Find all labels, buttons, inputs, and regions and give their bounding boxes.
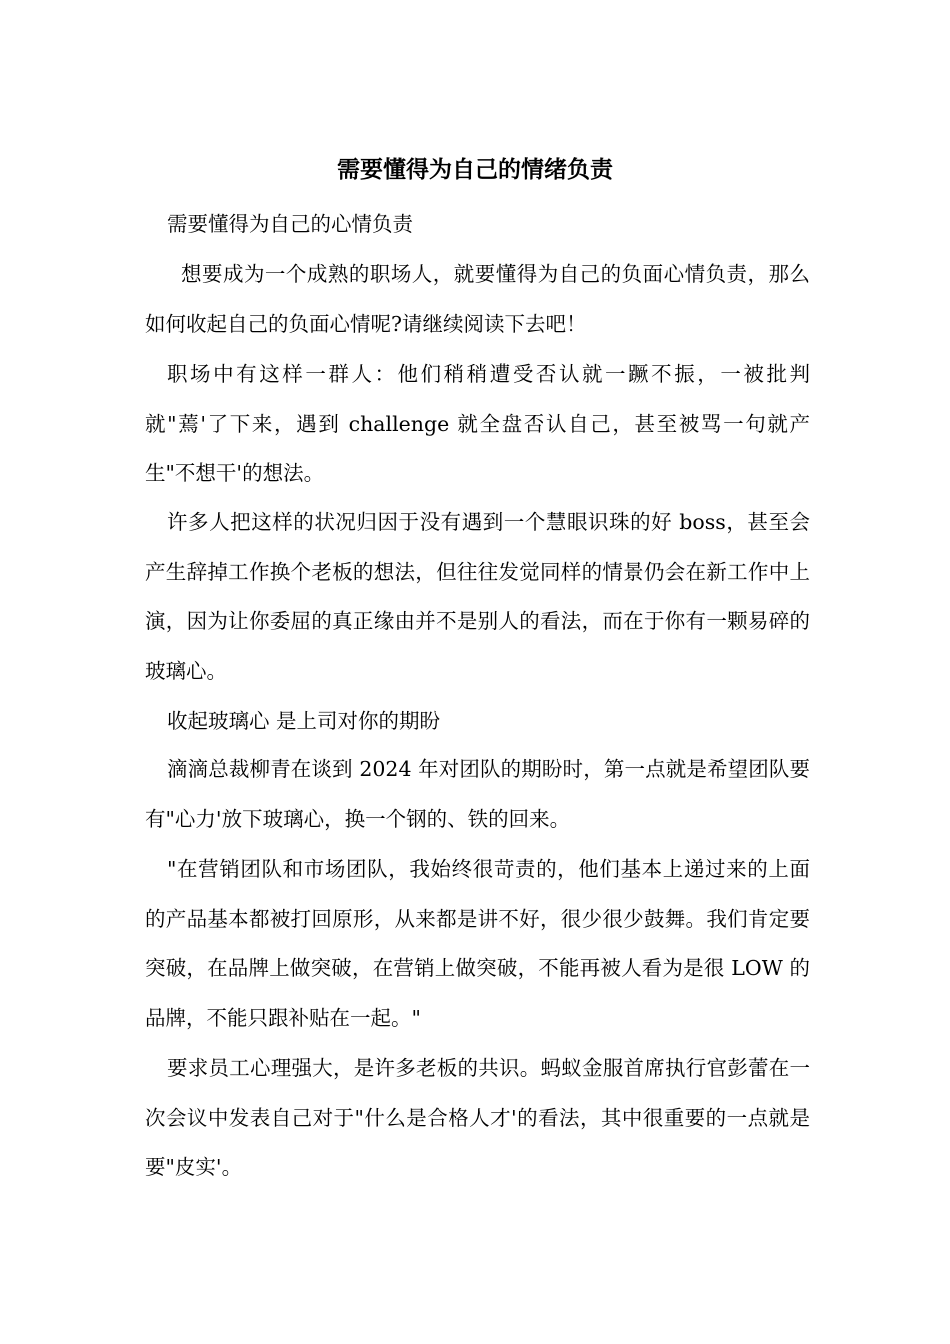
paragraph-didi-president: 滴滴总裁柳青在谈到 2024 年对团队的期盼时，第一点就是希望团队要有"心力'放下玻璃心，换一个钢的、铁的回来。	[145, 757, 810, 831]
paragraph-good-boss: 许多人把这样的状况归因于没有遇到一个慧眼识珠的好 boss，甚至会产生辞掉工作换个老板的想法，但往往发觉同样的情景仍会在新工作中上演，因为让你委屈的真正缘由并不是别人的看法，而在于你有一颗易碎的玻璃心。	[145, 510, 810, 683]
document-title: 需要懂得为自己的情绪负责	[337, 156, 613, 183]
paragraph-intro: 想要成为一个成熟的职场人，就要懂得为自己的负面心情负责，那么如何收起自己的负面心情呢?请继续阅读下去吧！	[145, 262, 810, 336]
paragraph-ant-financial: 要求员工心理强大，是许多老板的共识。蚂蚁金服首席执行官彭蕾在一次会议中发表自己对于"什么是合格人才'的看法，其中很重要的一点就是要"皮实'。	[145, 1056, 810, 1179]
paragraph-workplace-people: 职场中有这样一群人：他们稍稍遭受否认就一蹶不振，一被批判就"蔫'了下来，遇到 challenge 就全盘否认自己，甚至被骂一句就产生"不想干'的想法。	[145, 362, 810, 485]
paragraph-heading-emotion: 需要懂得为自己的心情负责	[167, 212, 413, 236]
paragraph-quote-marketing: "在营销团队和市场团队，我始终很苛责的，他们基本上递过来的上面的产品基本都被打回原形，从来都是讲不好，很少很少鼓舞。我们肯定要突破，在品牌上做突破，在营销上做突破，不能再被人看为是很 LOW 的品牌，不能只跟补贴在一起。"	[145, 857, 810, 1030]
paragraph-heading-glass-heart: 收起玻璃心 是上司对你的期盼	[167, 709, 441, 733]
